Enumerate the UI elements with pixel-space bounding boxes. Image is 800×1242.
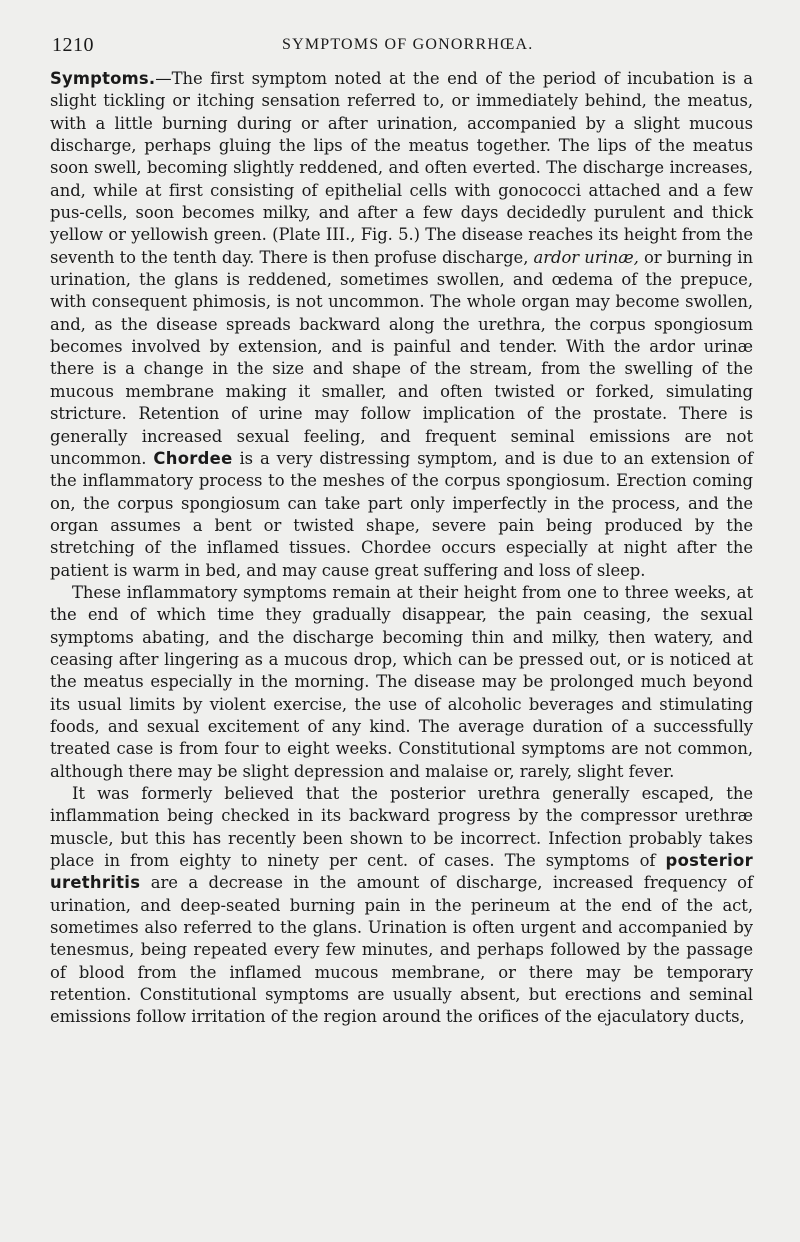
paragraph-text: are a decrease in the amount of discharge, increased frequency of urination, and deep-seated burning pain in the perineum at the end of the act, sometimes also referred to the glans. Urination is often urgent and accompanied by tenesmus, being repeated every few minutes, and perhaps followed by the passage of blood from the inflamed mucous membrane, or there may be temporary retention. Constitutional symptoms are usually absent, but erections and seminal emissions follow irritation of the region around the orifices of the ejaculatory ducts, — [50, 873, 753, 1027]
paragraph-text: It was formerly believed that the posterior urethra generally escaped, the inflammation being checked in its backward progress by the compressor urethræ muscle, but this has recently been shown to be incorrect. Infection probably takes place in from eighty to ninety per cent. of cases. The symptoms of — [50, 784, 753, 871]
term-posterior-urethritis: posterior urethritis — [50, 851, 753, 893]
paragraph-posterior-urethritis — [50, 783, 753, 1029]
running-head: SYMPTOMS OF GONORRHŒA. — [282, 36, 534, 53]
italic-term: ardor urinæ, — [533, 247, 639, 267]
section-heading: Symptoms. — [50, 69, 156, 88]
paragraph-text: or burning in urination, the glans is reddened, sometimes swollen, and œdema of the prepuce, with consequent phimosis, is not uncommon. The whole organ may become swollen, and, as the disease spreads backward along the urethra, the corpus spongiosum becomes involved by extension, and is painful and tender. With the ardor urinæ there is a change in the size and shape of the stream, from the swelling of the mucous membrane making it smaller, and often twisted or forked, simulating stricture. Retention of urine may follow implication of the prostate. There is generally increased sexual feeling, and frequent seminal emissions are not uncommon. — [50, 247, 753, 468]
term-chordee: Chordee — [153, 448, 233, 468]
paragraph-text: —The first symptom noted at the end of the period of incubation is a slight tickling or itching sensation referred to, or immediately behind, the meatus, with a little burning during or after urination, accompanied by a slight mucous discharge, perhaps gluing the lips of the meatus together. The lips of the meatus soon swell, becoming slightly reddened, and often everted. The discharge increases, and, while at first consisting of epithelial cells with gonococci attached and a few pus-cells, soon becomes milky, and after a few days decidedly purulent and thick yellow or yellowish green. (Plate III., Fig. 5.) The disease reaches its height from the seventh to the tenth day. There is then profuse discharge, — [50, 69, 753, 267]
body-text — [50, 68, 753, 1029]
paragraph-symptoms — [50, 68, 753, 582]
paragraph-text: is a very distressing symptom, and is due to an extension of the inflammatory process to the meshes of the corpus spongiosum. Erection coming on, the corpus spongiosum can take part only imperfectly in the process, and the organ assumes a bent or twisted shape, severe pain being produced by the stretching of the inflamed tissues. Chordee occurs especially at night after the patient is warm in bed, and may cause great suffering and loss of sleep. — [50, 448, 753, 580]
paragraph-duration — [50, 582, 753, 783]
page-header — [52, 34, 752, 58]
paragraph-text: These inflammatory symptoms remain at their height from one to three weeks, at the end of which time they gradually disappear, the pain ceasing, the sexual symptoms abating, and the discharge becoming thin and milky, then watery, and ceasing after lingering as a mucous drop, which can be pressed out, or is noticed at the meatus especially in the morning. The disease may be prolonged much beyond its usual limits by violent exercise, the use of alcoholic beverages and stimulating foods, and sexual excitement of any kind. The average duration of a successfully treated case is from four to eight weeks. Constitutional symptoms are not common, although there may be slight depression and malaise or, rarely, slight fever. — [50, 582, 753, 781]
page-number: 1210 — [52, 34, 94, 56]
